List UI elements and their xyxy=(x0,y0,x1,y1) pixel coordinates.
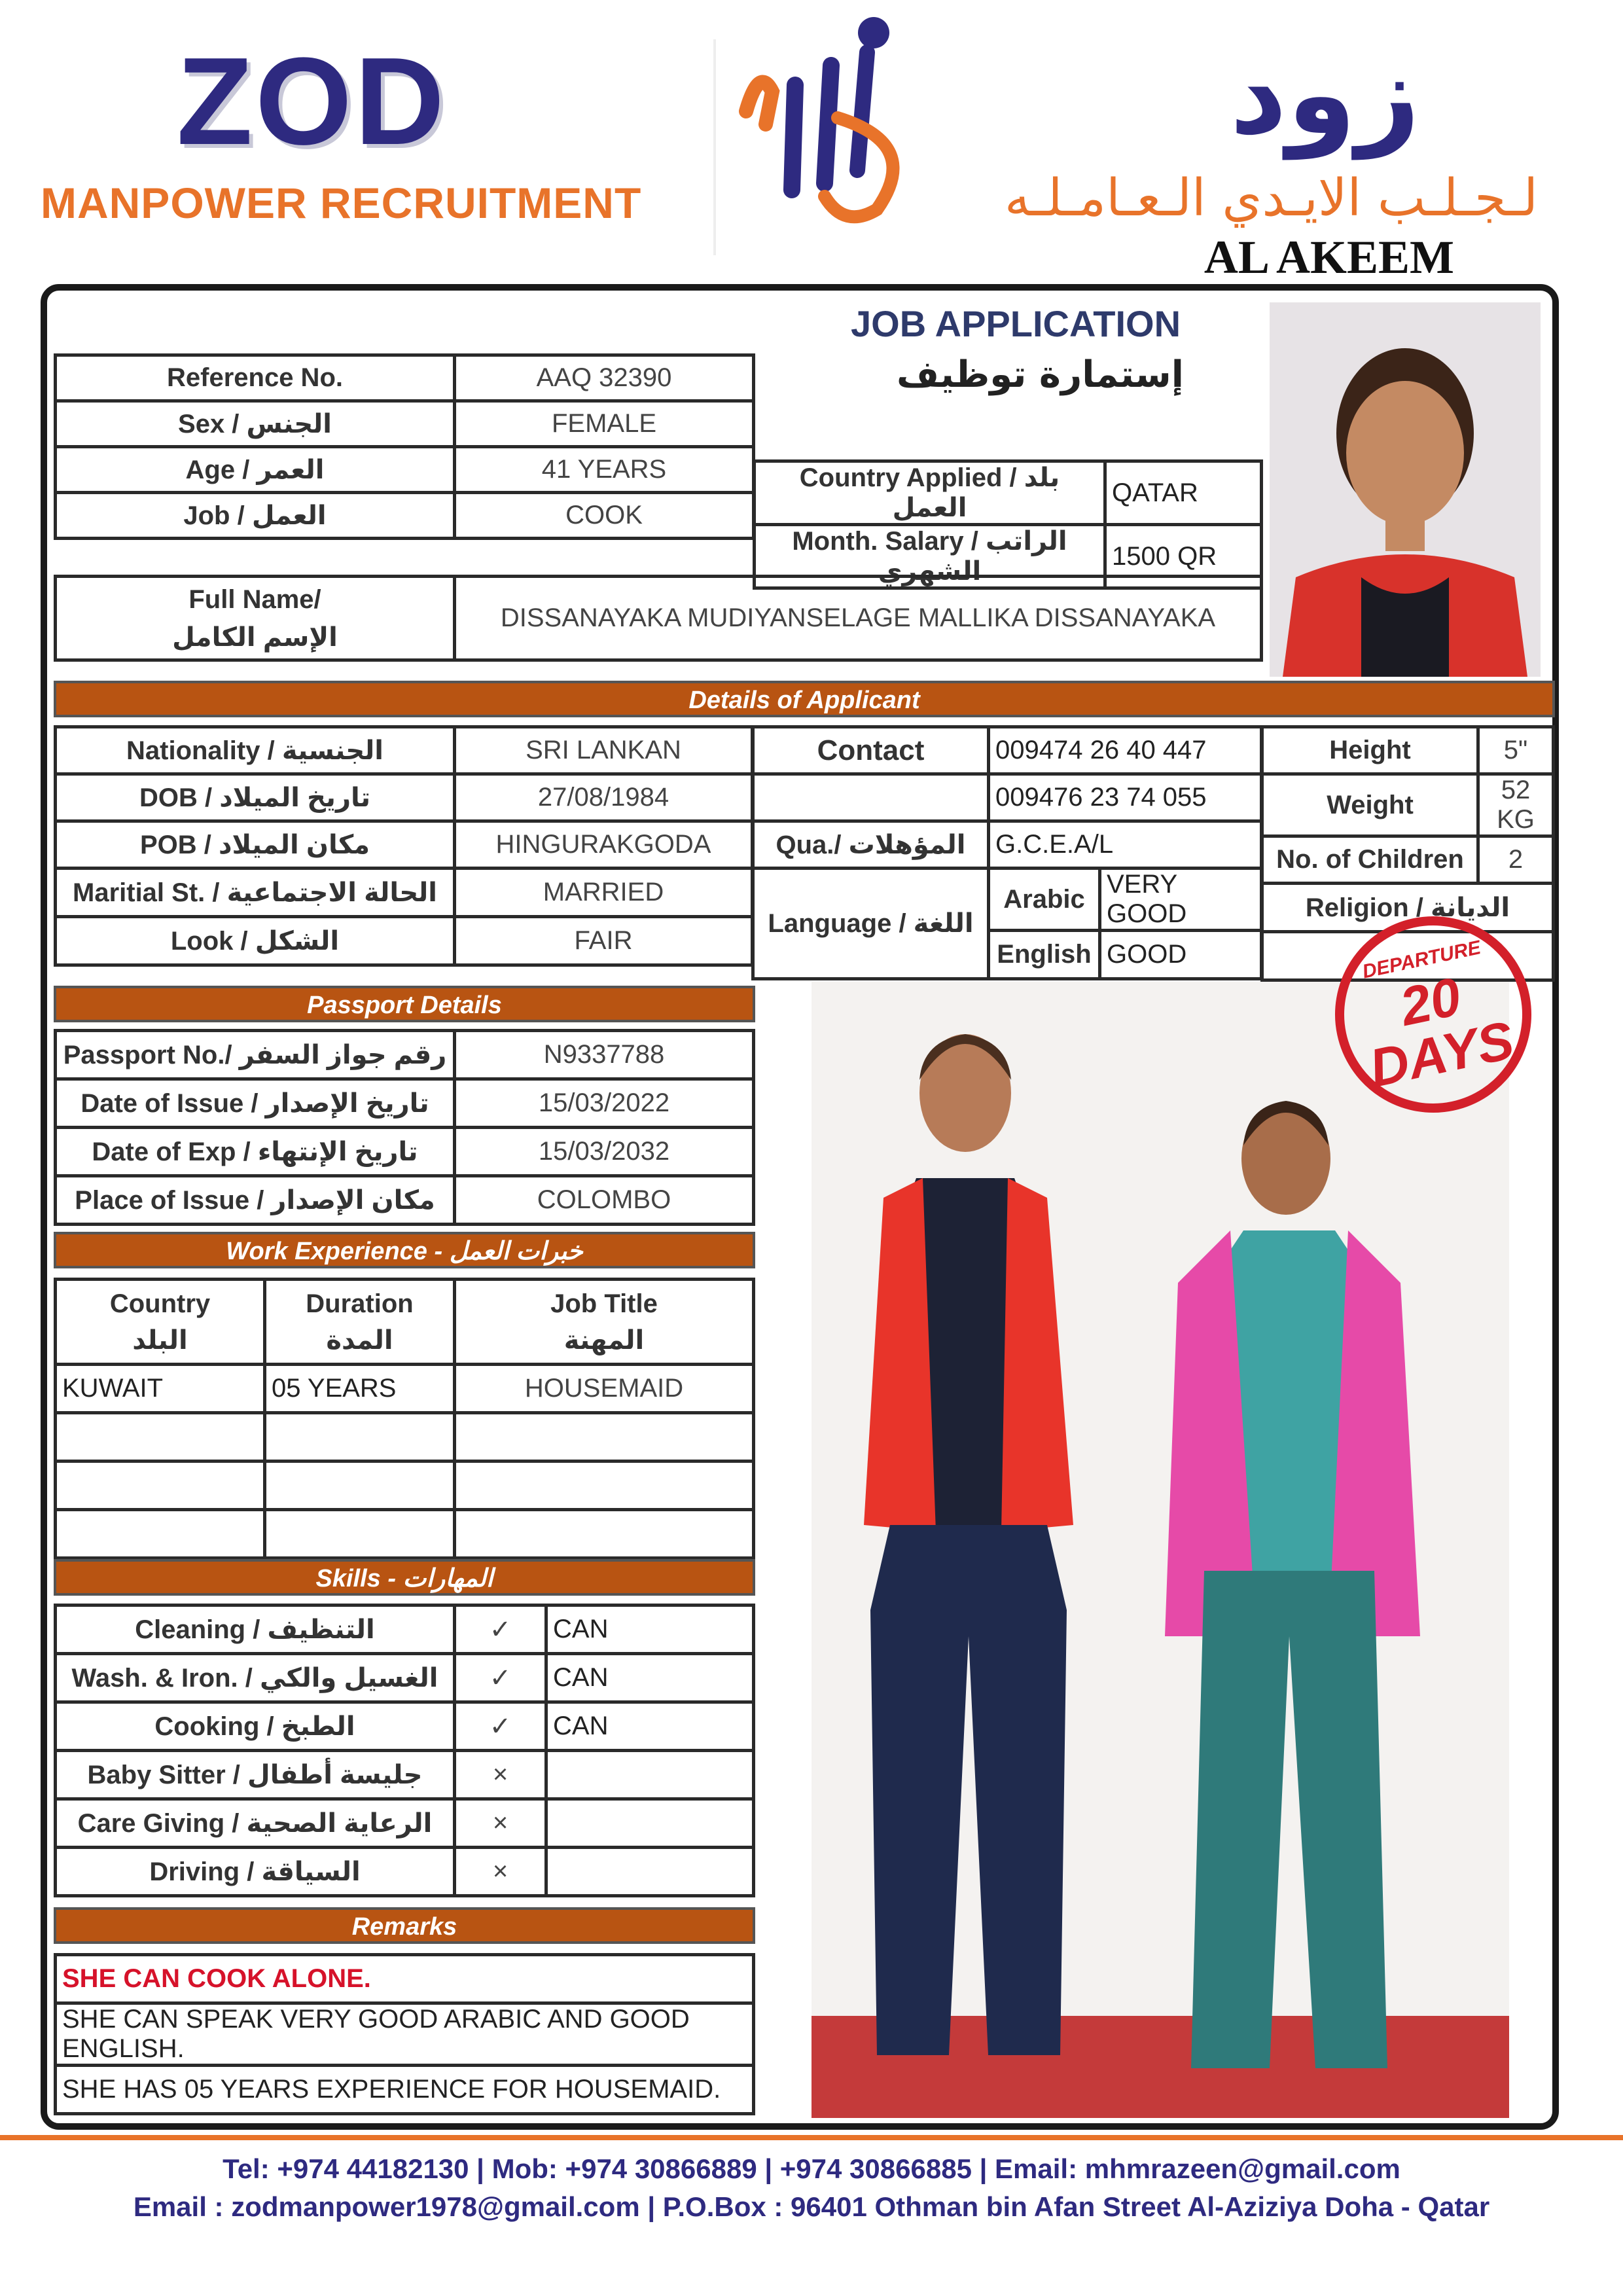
work-col-title xyxy=(455,1280,754,1365)
details-left-table xyxy=(54,725,754,967)
salary-label: Month. Salary / الراتب الشهري xyxy=(755,525,1105,588)
table-row xyxy=(56,1128,754,1176)
table-row xyxy=(56,1510,754,1558)
table-row xyxy=(56,447,754,493)
table-row xyxy=(56,1176,754,1225)
cross-icon: × xyxy=(455,1799,546,1848)
stamp-top-text: DEPARTURE xyxy=(1360,937,1483,983)
table-row xyxy=(56,355,754,401)
work-col-country-ar: البلد xyxy=(132,1325,188,1355)
skill-value xyxy=(546,1848,754,1896)
empty-cell xyxy=(265,1510,455,1558)
empty-cell xyxy=(56,1462,265,1510)
language-label: Language / اللغة xyxy=(753,869,989,979)
skills-table xyxy=(54,1604,755,1897)
look-label: Look / الشكل xyxy=(56,917,455,965)
check-icon: ✓ xyxy=(455,1605,546,1654)
table-row xyxy=(753,774,1262,821)
table-row xyxy=(56,493,754,539)
skill-value: CAN xyxy=(546,1702,754,1751)
table-row xyxy=(56,1751,754,1799)
brand-tagline-arabic: لـجـلـب الايـدي الـعـامـلـه xyxy=(1004,169,1538,228)
table-row xyxy=(56,401,754,447)
table-row xyxy=(1262,774,1554,836)
skills-heading: Skills - المهارات xyxy=(54,1559,755,1596)
country-label: Country Applied / بلد العمل xyxy=(755,461,1105,525)
job-value: COOK xyxy=(455,493,754,539)
table-row xyxy=(56,2066,754,2114)
table-row xyxy=(56,1654,754,1702)
table-row xyxy=(56,1031,754,1079)
table-row xyxy=(56,1848,754,1896)
arabic-value: VERY GOOD xyxy=(1100,869,1262,931)
fullname-label xyxy=(56,577,455,660)
children-label: No. of Children xyxy=(1262,836,1478,884)
table-row xyxy=(56,1799,754,1848)
work-heading: Work Experience - خبرات العمل xyxy=(54,1232,755,1268)
pob-value: HINGURAKGODA xyxy=(455,821,753,869)
empty-cell xyxy=(455,1462,754,1510)
contact-spacer xyxy=(753,774,989,821)
weight-value: 52 KG xyxy=(1478,774,1554,836)
passport-heading: Passport Details xyxy=(54,986,755,1022)
footer-contact-line: Tel: +974 44182130 | Mob: +974 30866889 | +974 30866885 | Email: mhmrazeen@gmail.com xyxy=(223,2153,1400,2184)
table-row xyxy=(753,821,1262,869)
table-row xyxy=(1262,727,1554,774)
fullname-table xyxy=(54,575,1263,662)
skill-label: Baby Sitter / جليسة أطفال xyxy=(56,1751,455,1799)
work-duration: 05 YEARS xyxy=(265,1365,455,1413)
look-value: FAIR xyxy=(455,917,753,965)
work-col-country-en: Country xyxy=(109,1289,211,1318)
table-row xyxy=(1262,836,1554,884)
contact-label: Contact xyxy=(753,727,989,774)
brand-tagline: MANPOWER RECRUITMENT xyxy=(41,179,642,227)
remark-line: SHE CAN SPEAK VERY GOOD ARABIC AND GOOD ENGLISH. xyxy=(56,2003,754,2066)
religion-label: Religion / الديانة xyxy=(1262,884,1554,932)
children-value: 2 xyxy=(1478,836,1554,884)
table-row xyxy=(56,727,753,774)
fullname-value: DISSANAYAKA MUDIYANSELAGE MALLIKA DISSANAYAKA xyxy=(455,577,1262,660)
remarks-table xyxy=(54,1953,755,2115)
table-row xyxy=(56,2003,754,2066)
work-title: HOUSEMAID xyxy=(455,1365,754,1413)
work-col-duration-en: Duration xyxy=(306,1289,414,1318)
contact-secondary: 009476 23 74 055 xyxy=(989,774,1262,821)
empty-cell xyxy=(265,1462,455,1510)
exp-date-value: 15/03/2032 xyxy=(455,1128,754,1176)
table-row xyxy=(56,1280,754,1365)
applicant-portrait-illustration xyxy=(1270,302,1541,677)
top-info-table xyxy=(54,353,755,540)
work-country: KUWAIT xyxy=(56,1365,265,1413)
pob-label: POB / مكان الميلاد xyxy=(56,821,455,869)
table-row xyxy=(56,1365,754,1413)
details-heading: Details of Applicant xyxy=(54,681,1555,717)
check-icon: ✓ xyxy=(455,1702,546,1751)
empty-cell xyxy=(455,1510,754,1558)
table-row xyxy=(753,869,1262,931)
job-label: Job / العمل xyxy=(56,493,455,539)
table-row xyxy=(753,727,1262,774)
country-value: QATAR xyxy=(1105,461,1262,525)
empty-cell xyxy=(56,1510,265,1558)
header-divider xyxy=(713,39,716,255)
height-value: 5" xyxy=(1478,727,1554,774)
height-label: Height xyxy=(1262,727,1478,774)
exp-date-label: Date of Exp / تاريخ الإنتهاء xyxy=(56,1128,455,1176)
remarks-heading: Remarks xyxy=(54,1907,755,1944)
weight-label: Weight xyxy=(1262,774,1478,836)
brand-logo-arabic: زود xyxy=(1230,30,1420,160)
salary-value: 1500 QR xyxy=(1105,525,1262,588)
empty-cell xyxy=(56,1413,265,1462)
table-row xyxy=(56,1605,754,1654)
issue-date-value: 15/03/2022 xyxy=(455,1079,754,1128)
skill-value: CAN xyxy=(546,1605,754,1654)
footer-address-line: Email : zodmanpower1978@gmail.com | P.O.Box : 96401 Othman bin Afan Street Al-Aziziya Doha - Qatar xyxy=(133,2191,1490,2222)
reference-value: AAQ 32390 xyxy=(455,355,754,401)
table-row xyxy=(755,461,1262,525)
table-row xyxy=(56,774,753,821)
brand-subtitle: AL AKEEM xyxy=(1204,231,1454,283)
skill-label: Driving / السياقة xyxy=(56,1848,455,1896)
issue-place-label: Place of Issue / مكان الإصدار xyxy=(56,1176,455,1225)
stamp-main-text: 20 DAYS xyxy=(1364,966,1519,1099)
country-salary-table xyxy=(753,459,1263,590)
sex-label: Sex / الجنس xyxy=(56,401,455,447)
skill-value xyxy=(546,1799,754,1848)
fullname-label-en: Full Name/ xyxy=(188,584,321,614)
dob-label: DOB / تاريخ الميلاد xyxy=(56,774,455,821)
passport-no-value: N9337788 xyxy=(455,1031,754,1079)
table-row xyxy=(56,1955,754,2003)
issue-date-label: Date of Issue / تاريخ الإصدار xyxy=(56,1079,455,1128)
issue-place-value: COLOMBO xyxy=(455,1176,754,1225)
applicant-photo xyxy=(1270,302,1541,677)
qualification-value: G.C.E.A/L xyxy=(989,821,1262,869)
nationality-label: Nationality / الجنسية xyxy=(56,727,455,774)
arabic-label: Arabic xyxy=(989,869,1100,931)
skill-value xyxy=(546,1751,754,1799)
full-body-photo xyxy=(812,982,1509,2118)
table-row xyxy=(56,821,753,869)
details-middle-table xyxy=(751,725,1263,980)
work-col-country xyxy=(56,1280,265,1365)
empty-cell xyxy=(455,1413,754,1462)
work-col-title-en: Job Title xyxy=(550,1289,658,1318)
work-table xyxy=(54,1278,755,1560)
table-row xyxy=(56,577,1262,660)
table-row xyxy=(56,917,753,965)
english-value: GOOD xyxy=(1100,931,1262,979)
skill-label: Wash. & Iron. / الغسيل والكي xyxy=(56,1654,455,1702)
fullname-label-ar: الإسم الكامل xyxy=(172,622,338,652)
table-row xyxy=(56,1702,754,1751)
work-col-duration xyxy=(265,1280,455,1365)
marital-value: MARRIED xyxy=(455,869,753,917)
work-col-title-ar: المهنة xyxy=(563,1325,645,1355)
form-title-arabic: إستمارة توظيف xyxy=(897,353,1184,396)
full-body-photo-illustration xyxy=(812,982,1509,2118)
qualification-label: Qua./ المؤهلات xyxy=(753,821,989,869)
brand-logo-text: ZOD xyxy=(177,32,448,171)
remark-line: SHE CAN COOK ALONE. xyxy=(56,1955,754,2003)
passport-no-label: Passport No./ رقم جواز السفر xyxy=(56,1031,455,1079)
cross-icon: × xyxy=(455,1751,546,1799)
remark-line: SHE HAS 05 YEARS EXPERIENCE FOR HOUSEMAID. xyxy=(56,2066,754,2114)
age-label: Age / العمر xyxy=(56,447,455,493)
sex-value: FEMALE xyxy=(455,401,754,447)
skill-value: CAN xyxy=(546,1654,754,1702)
nationality-value: SRI LANKAN xyxy=(455,727,753,774)
empty-cell xyxy=(265,1413,455,1462)
contact-primary: 009474 26 40 447 xyxy=(989,727,1262,774)
table-row xyxy=(56,1079,754,1128)
english-label: English xyxy=(989,931,1100,979)
marital-label: Maritial St. / الحالة الاجتماعية xyxy=(56,869,455,917)
cross-icon: × xyxy=(455,1848,546,1896)
work-col-duration-ar: المدة xyxy=(326,1325,393,1355)
reference-label: Reference No. xyxy=(56,355,455,401)
table-row xyxy=(56,1413,754,1462)
zod-figure-logo xyxy=(733,13,929,236)
skill-label: Cleaning / التنظيف xyxy=(56,1605,455,1654)
table-row xyxy=(56,1462,754,1510)
footer-divider xyxy=(0,2135,1623,2140)
check-icon: ✓ xyxy=(455,1654,546,1702)
dob-value: 27/08/1984 xyxy=(455,774,753,821)
form-title: JOB APPLICATION xyxy=(851,303,1181,344)
skill-label: Care Giving / الرعاية الصحية xyxy=(56,1799,455,1848)
table-row xyxy=(56,869,753,917)
age-value: 41 YEARS xyxy=(455,447,754,493)
passport-table xyxy=(54,1029,755,1226)
skill-label: Cooking / الطبخ xyxy=(56,1702,455,1751)
